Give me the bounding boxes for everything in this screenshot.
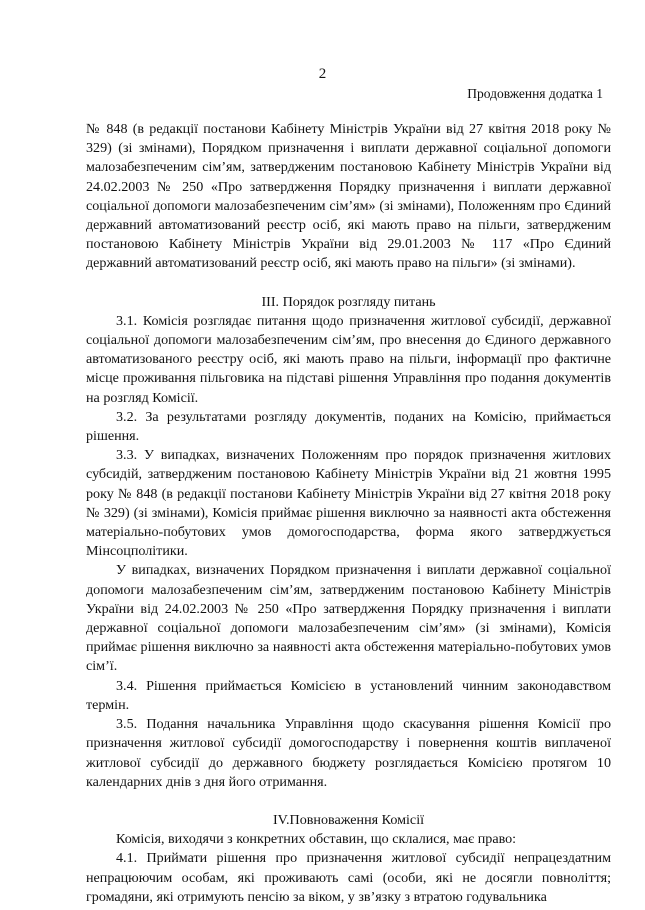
paragraph-3-3-continuation: У випадках, визначених Порядком призначення і виплати державної соціальної допомоги малозабезпеченим сім’ям, затвердженим постановою Кабінету Міністрів України від 24.02.2003 № 250 «Про затвердження Порядку призначення і виплати державної соціальної допомоги малозабезпеченим сім’ям» (зі змінами), Комісія приймає рішення виключно за наявності акта обстеження матеріально-побутових умов сім’ї. [86,562,611,675]
paragraph-3-5: 3.5. Подання начальника Управління щодо скасування рішення Комісії про призначення житлової субсидії домогосподарству і повернення коштів виплаченої житлової субсидії до державного бюджету розглядається Комісією протягом 10 календарних днів з дня його отримання. [86,716,611,790]
document-body [86,120,611,907]
paragraph-3-2: 3.2. За результатами розгляду документів, поданих на Комісію, приймається рішення. [86,408,611,445]
continuation-paragraph: № 848 (в редакції постанови Кабінету Міністрів України від 27 квітня 2018 року № 329) (зі змінами), Порядком призначення і виплати державної соціальної допомоги малозабезпеченим сім’ям, затвердженим постановою Кабінету Міністрів України від 24.02.2003 № 250 «Про затвердження Порядку призначення і виплати державної соціальної допомоги малозабезпеченим сім’ям» (зі змінами), Положенням про Єдиний державний автоматизований реєстр осіб, які мають право на пільги, затвердженим постановою Кабінету Міністрів України від 29.01.2003 № 117 «Про Єдиний державний автоматизований реєстр осіб, які мають право на пільги» (зі змінами). [86,121,611,272]
paragraph-3-4: 3.4. Рішення приймається Комісією в установлений чинним законодавством термін. [86,677,611,713]
page-number: 2 [318,66,327,82]
appendix-label: Продовження додатка 1 [467,86,603,101]
paragraph-3-1: 3.1. Комісія розглядає питання щодо призначення житлової субсидії, державної соціальної допомоги малозабезпеченим сім’ям, про внесення до Єдиного державного автоматизованого реєстру осіб, які мають право на пільги, інформації про фактичне місце проживання пільговика на підставі рішення Управління про подання документів на розгляд Комісії. [86,312,611,406]
section-3-heading: ІІІ. Порядок розгляду питань [261,293,436,310]
section-4-heading: IV.Повноваження Комісії [272,811,425,828]
section-4-intro: Комісія, виходячи з конкретних обставин, що склалися, має право: [116,831,517,848]
paragraph-3-3: 3.3. У випадках, визначених Положенням про порядок призначення житлових субсидій, затвердженим постановою Кабінету Міністрів України від 21 жовтня 1995 року № 848 (в редакції постанови Кабінету Міністрів України від 27 квітня 2018 року № 329) (зі змінами), Комісія приймає рішення виключно за наявності акта обстеження матеріально-побутових умов домогосподарства, форма якого затверджується Мінсоцполітики. [86,447,611,560]
paragraph-4-1: 4.1. Приймати рішення про призначення житлової субсидії непрацездатним непрацюючим особам, які проживають самі (особи, які не досягли повноліття; громадяни, які отримують пенсію за віком, у зв’язку з втратою годувальника [86,850,611,905]
